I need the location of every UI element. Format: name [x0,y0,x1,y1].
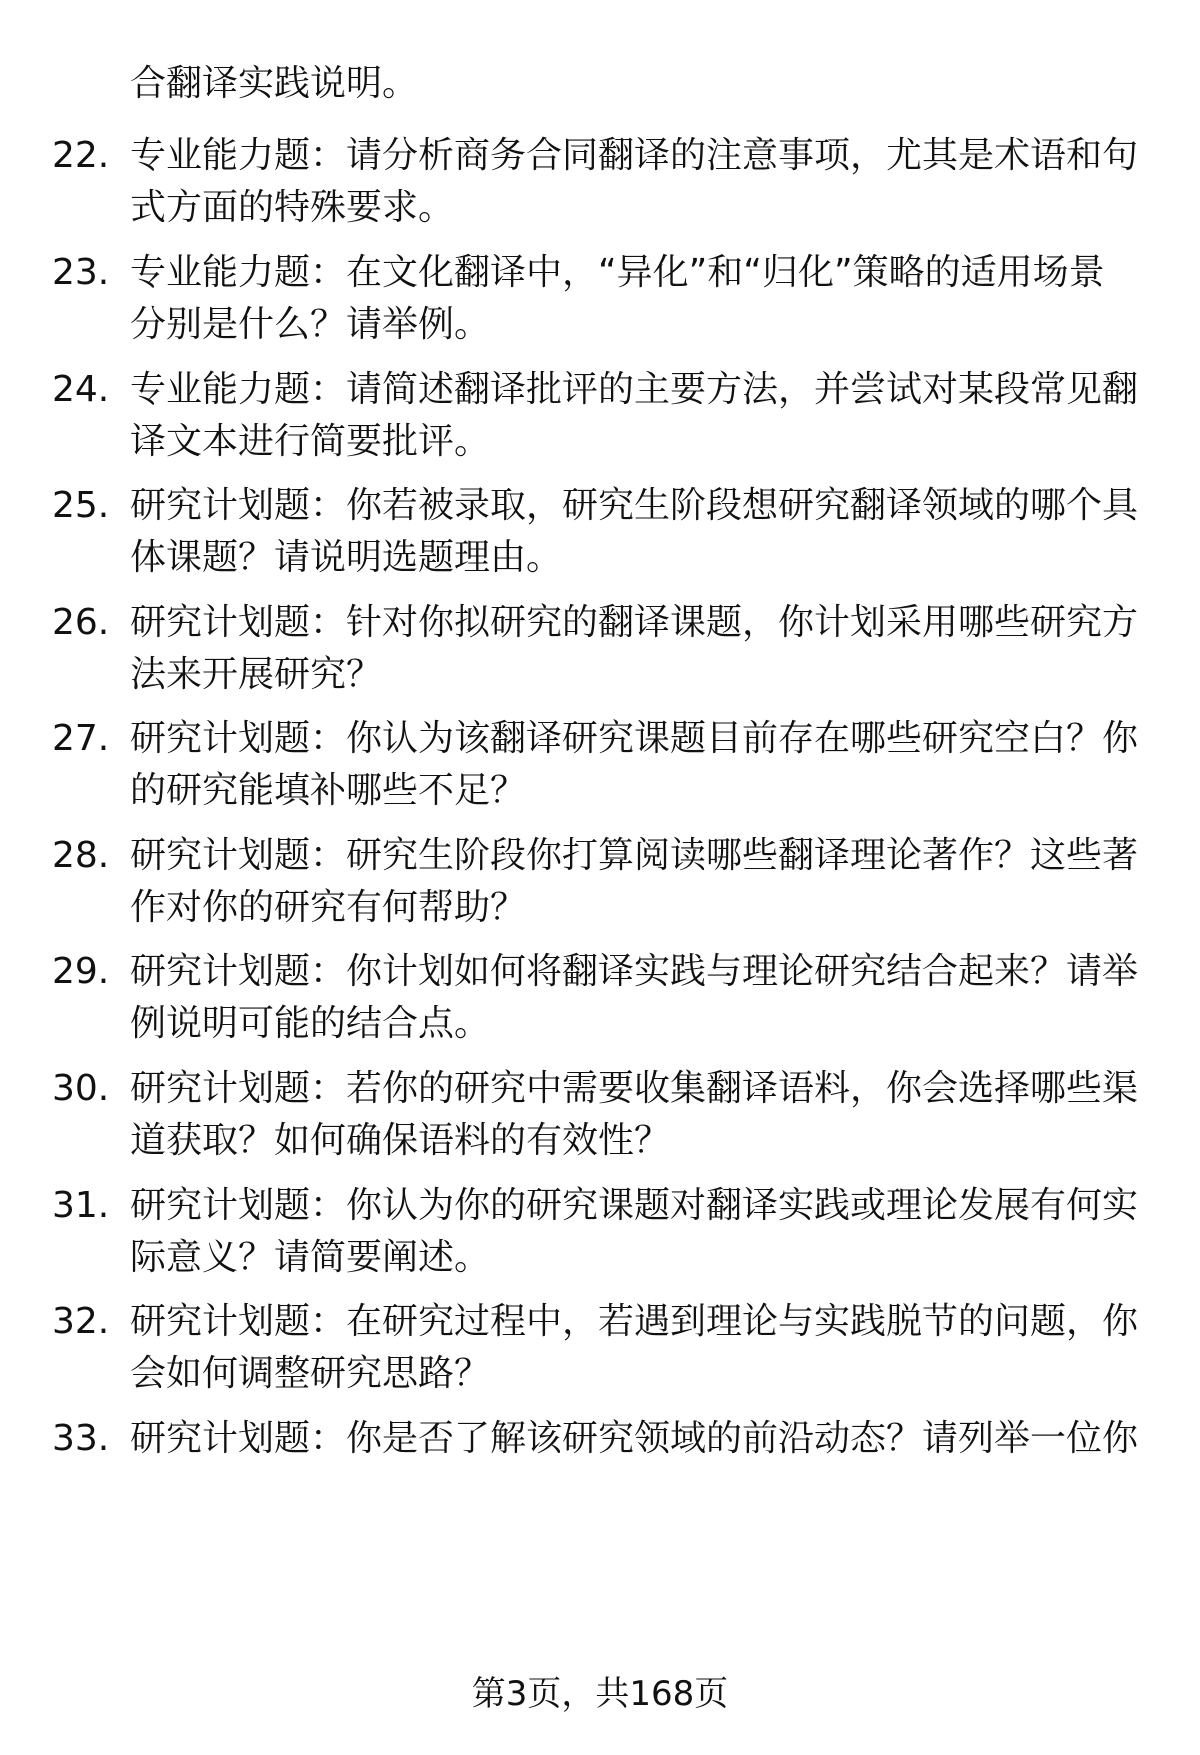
question-text: 专业能力题：在文化翻译中，“异化”和“归化”策略的适用场景分别是什么？请举例。 [130,252,1105,345]
question-number: 32. [52,1301,110,1342]
question-text: 专业能力题：请简述翻译批评的主要方法，并尝试对某段常见翻译文本进行简要批评。 [130,369,1139,462]
question-text: 研究计划题：你是否了解该研究领域的前沿动态？请列举一位你 [130,1418,1139,1459]
question-text: 专业能力题：请分析商务合同翻译的注意事项，尤其是术语和句式方面的特殊要求。 [130,135,1139,228]
question-number: 29. [52,951,110,992]
question-number: 27. [52,718,110,759]
page-number-footer: 第3页，共168页 [471,1674,729,1714]
question-text: 研究计划题：若你的研究中需要收集翻译语料，你会选择哪些渠道获取？如何确保语料的有效性？ [130,1068,1139,1161]
question-text: 研究计划题：你认为你的研究课题对翻译实践或理论发展有何实际意义？请简要阐述。 [130,1185,1139,1278]
question-text: 研究计划题：你若被录取，研究生阶段想研究翻译领域的哪个具体课题？请说明选题理由。 [130,485,1139,578]
question-number: 31. [52,1185,110,1226]
question-number: 22. [52,135,110,176]
question-text: 研究计划题：针对你拟研究的翻译课题，你计划采用哪些研究方法来开展研究？ [130,602,1139,695]
question-number: 23. [52,252,110,293]
question-number: 28. [52,835,110,876]
question-number: 26. [52,602,110,643]
question-number: 33. [52,1418,110,1459]
question-text: 研究计划题：在研究过程中，若遇到理论与实践脱节的问题，你会如何调整研究思路？ [130,1301,1139,1394]
continued-text: 合翻译实践说明。 [130,63,419,104]
question-text: 研究计划题：你认为该翻译研究课题目前存在哪些研究空白？你的研究能填补哪些不足？ [130,718,1139,811]
question-text: 研究计划题：你计划如何将翻译实践与理论研究结合起来？请举例说明可能的结合点。 [130,951,1139,1044]
question-number: 24. [52,369,110,410]
question-number: 25. [52,485,110,526]
question-text: 研究计划题：研究生阶段你打算阅读哪些翻译理论著作？这些著作对你的研究有何帮助？ [130,835,1139,928]
question-number: 30. [52,1068,110,1109]
